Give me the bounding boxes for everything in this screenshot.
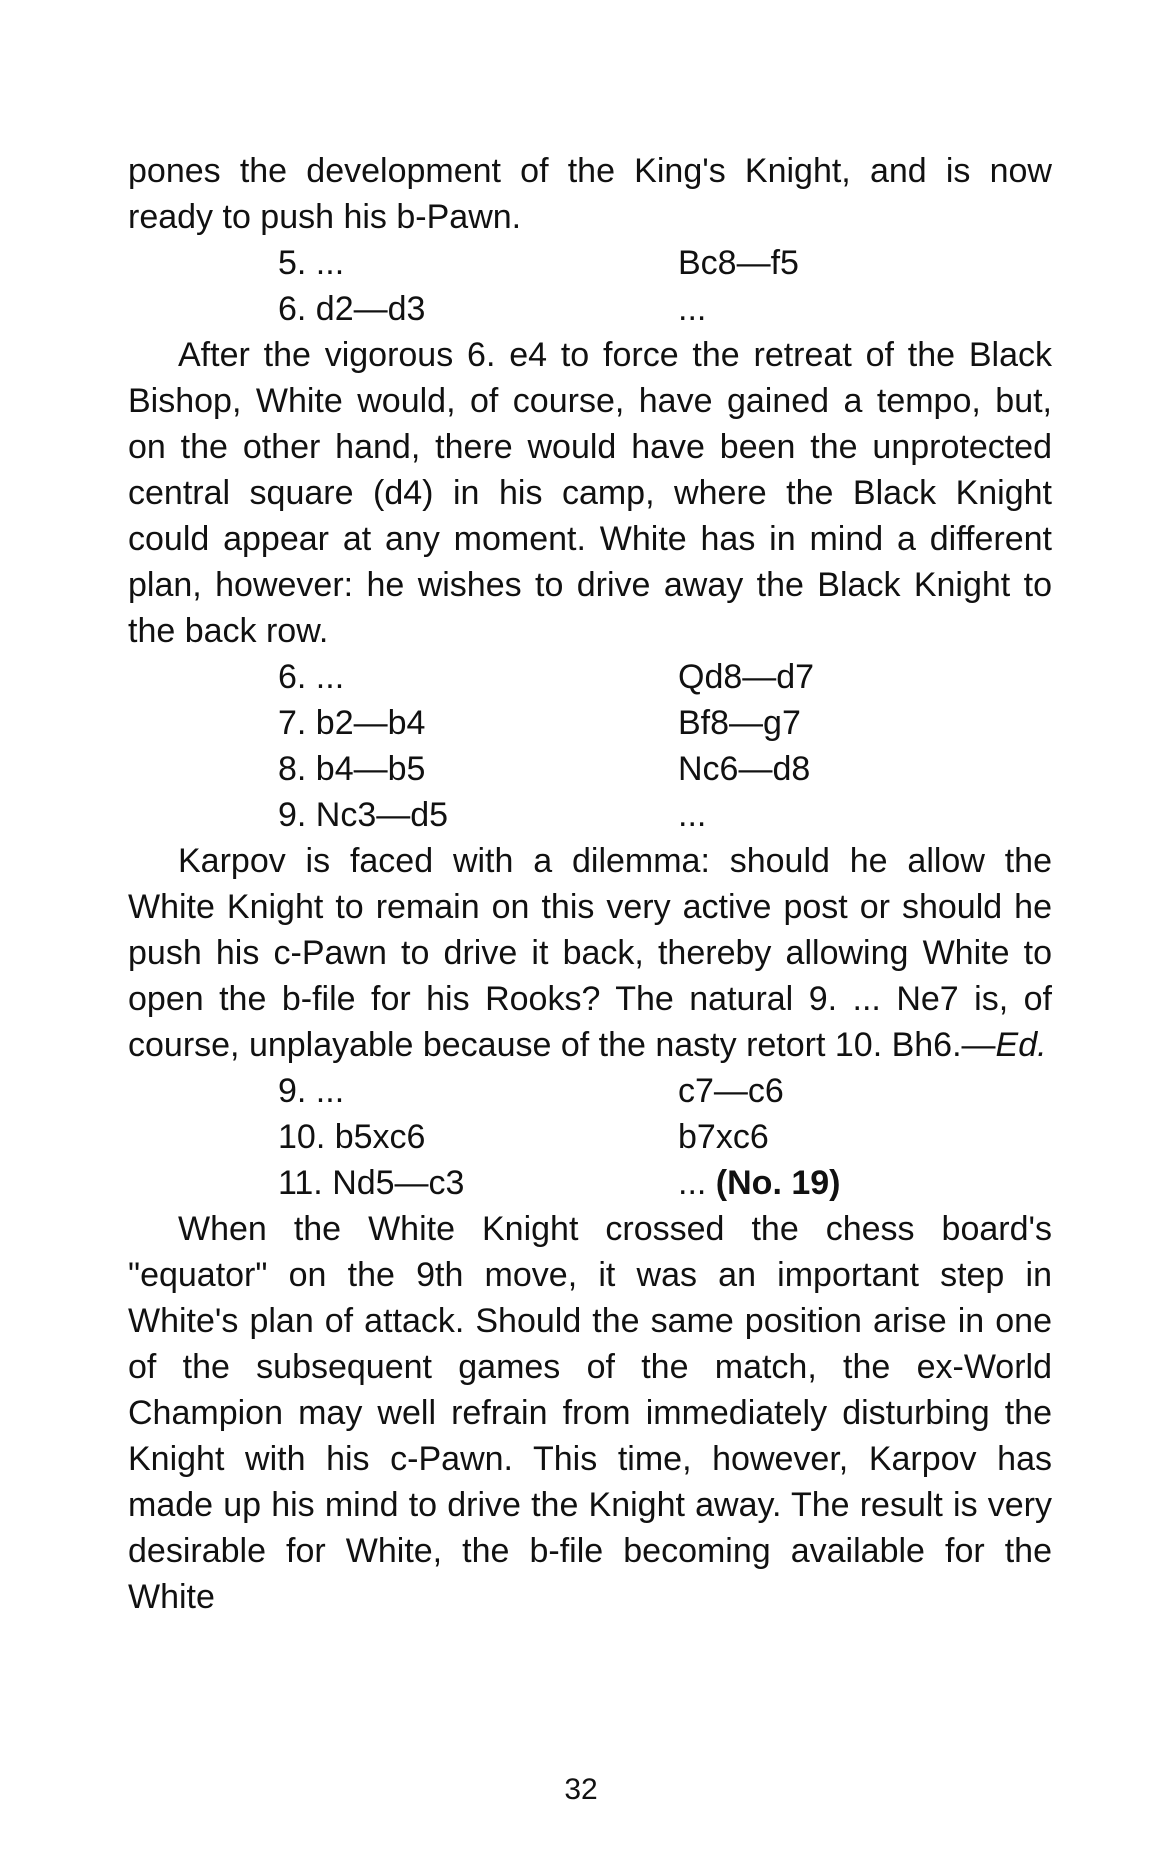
move-black: Bc8—f5	[678, 244, 799, 282]
move-row	[128, 1114, 1052, 1160]
paragraph-commentary-1: After the vigorous 6. e4 to force the retreat of the Black Bishop, White would, of course, have gained a tempo, but, on the other hand, there would have been the unprotected central square (d4) in his camp, where the Black Knight could appear at any moment. White has in mind a different plan, however: he wishes to drive away the Black Knight to the back row.	[128, 336, 1052, 650]
paragraph-commentary-2	[128, 838, 1052, 1068]
move-row	[128, 240, 1052, 286]
editor-note: Ed.	[995, 1026, 1047, 1064]
move-white: 8. b4—b5	[278, 750, 426, 788]
move-white: 7. b2—b4	[278, 704, 426, 742]
move-list-1	[128, 240, 1052, 332]
move-white: 9. ...	[278, 1072, 345, 1110]
move-black: ...	[678, 290, 707, 328]
move-list-3	[128, 1068, 1052, 1206]
move-row	[128, 286, 1052, 332]
move-black: ...	[678, 796, 707, 834]
move-white: 6. ...	[278, 658, 345, 696]
move-white: 5. ...	[278, 244, 345, 282]
move-black	[678, 1160, 840, 1206]
move-row	[128, 1160, 1052, 1206]
move-white: 6. d2—d3	[278, 290, 426, 328]
move-row	[128, 700, 1052, 746]
diagram-reference: (No. 19)	[715, 1164, 841, 1202]
move-row	[128, 746, 1052, 792]
paragraph-continuation: pones the development of the King's Knight, and is now ready to push his b-Pawn.	[128, 152, 1052, 236]
move-row	[128, 792, 1052, 838]
move-black: b7xc6	[678, 1118, 769, 1156]
move-black: Qd8—d7	[678, 658, 815, 696]
move-black: Bf8—g7	[678, 704, 801, 742]
move-row	[128, 654, 1052, 700]
book-page	[128, 148, 1052, 1620]
move-row	[128, 1068, 1052, 1114]
move-white: 11. Nd5—c3	[278, 1164, 465, 1202]
move-black: c7—c6	[678, 1072, 784, 1110]
move-list-2	[128, 654, 1052, 838]
paragraph-commentary-3: When the White Knight crossed the chess board's "equator" on the 9th move, it was an important step in White's plan of attack. Should the same position arise in one of the subsequent games of the match, the ex-World Champion may well refrain from immediately disturbing the Knight with his c-Pawn. This time, however, Karpov has made up his mind to drive the Knight away. The result is very desirable for White, the b-file becoming available for the White	[128, 1210, 1052, 1616]
move-black-text: ...	[678, 1164, 707, 1202]
move-white: 9. Nc3—d5	[278, 796, 449, 834]
move-white: 10. b5xc6	[278, 1118, 426, 1156]
move-black: Nc6—d8	[678, 750, 811, 788]
commentary-text: Karpov is faced with a dilemma: should he allow the White Knight to remain on this very active post or should he push his c-Pawn to drive it back, thereby allowing White to open the b-file for his Rooks? The natural 9. ... Ne7 is, of course, unplayable because of the nasty retort 10. Bh6.—	[128, 842, 1052, 1064]
page-number: 32	[564, 1773, 598, 1806]
